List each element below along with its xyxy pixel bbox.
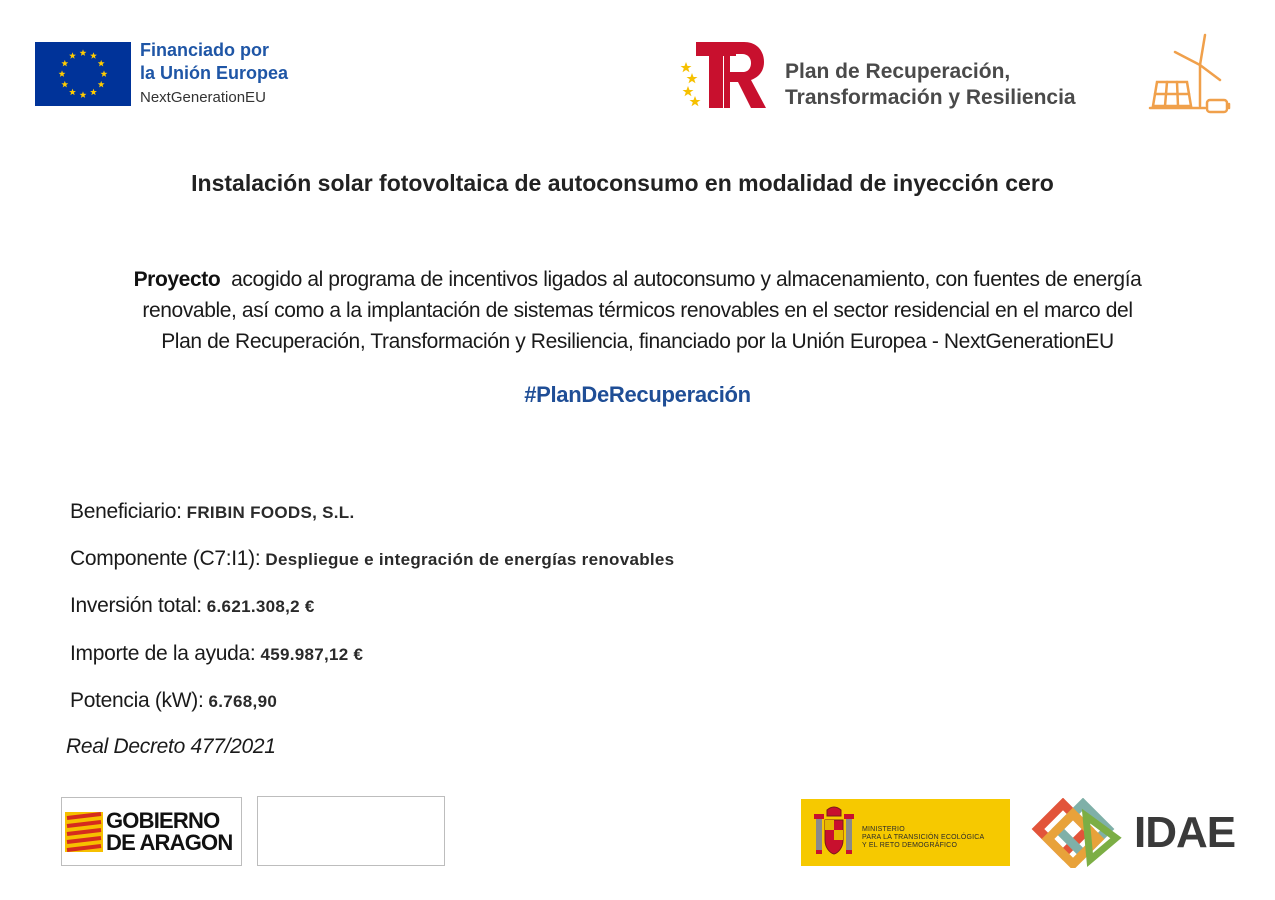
description-line1 [40,264,1235,295]
detail-value: 6.768,90 [208,692,278,711]
eu-star-icon [90,89,97,96]
ministry-logo-line3: Y EL RETO DEMOGRÁFICO [862,842,958,849]
prtr-logo-line2: Transformación y Resiliencia [785,86,1076,109]
project-description [40,264,1235,357]
prtr-logo-icon [678,40,768,110]
detail-componente [70,547,674,571]
spain-coat-of-arms-icon [812,806,856,860]
eu-star-icon [90,52,97,59]
eu-star-icon [61,81,68,88]
ministry-logo-line1: MINISTERIO [862,826,905,833]
eu-star-icon [69,52,76,59]
description-lead: Proyecto [133,268,221,291]
empty-logo-frame [257,796,445,866]
aragon-logo-line2: DE ARAGON [106,830,233,855]
ministry-logo-line2: PARA LA TRANSICIÓN ECOLÓGICA [862,834,985,841]
aragon-flag-icon [65,812,103,852]
detail-label: Inversión total: [70,594,202,617]
detail-value: 459.987,12 € [260,645,364,664]
prtr-logo-line1: Plan de Recuperación, [785,60,1011,83]
detail-label: Potencia (kW): [70,689,204,712]
eu-star-icon [80,91,87,98]
eu-star-icon [61,60,68,67]
idae-logo-icon [1028,798,1128,868]
detail-importe [70,642,363,666]
aragon-logo-line1: GOBIERNO [106,808,220,833]
eu-flag-icon [35,42,131,106]
eu-star-icon [59,70,66,77]
eu-star-icon [80,49,87,56]
detail-value: 6.621.308,2 € [206,597,315,616]
eu-star-icon [101,70,108,77]
eu-logo-line3: NextGenerationEU [140,89,266,106]
description-line1-text: acogido al programa de incentivos ligados al autoconsumo y almacenamiento, con fuentes de energía [220,268,1142,291]
eu-logo-line2: la Unión Europea [140,63,289,83]
description-line2: renovable, así como a la implantación de sistemas térmicos renovables en el sector residencial en el marco del [142,299,1133,322]
detail-value: FRIBIN FOODS, S.L. [186,503,355,522]
page-title: Instalación solar fotovoltaica de autoconsumo en modalidad de inyección cero [191,170,1054,196]
solar-wind-energy-icon [1145,30,1235,115]
decree-reference: Real Decreto 477/2021 [66,735,276,758]
eu-star-icon [98,81,105,88]
detail-label: Beneficiario: [70,500,182,523]
hashtag: #PlanDeRecuperación [524,382,751,407]
idae-logo-text: IDAE [1134,808,1236,857]
detail-inversion [70,594,315,618]
detail-beneficiario [70,500,355,524]
eu-star-icon [69,89,76,96]
eu-star-icon [98,60,105,67]
detail-value: Despliegue e integración de energías renovables [265,550,675,569]
detail-label: Importe de la ayuda: [70,642,256,665]
detail-potencia [70,689,277,713]
eu-logo-line1: Financiado por [140,40,270,60]
detail-label: Componente (C7:I1): [70,547,261,570]
description-line3: Plan de Recuperación, Transformación y Resiliencia, financiado por la Unión Europea - NextGenerationEU [161,330,1114,353]
